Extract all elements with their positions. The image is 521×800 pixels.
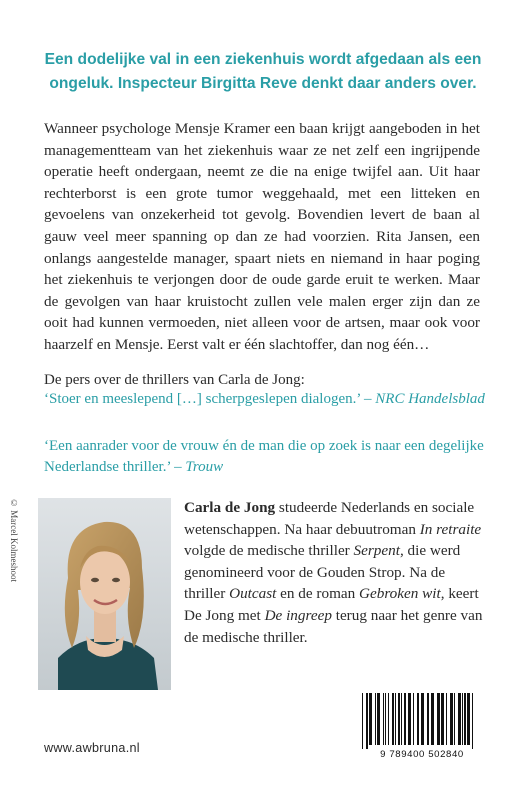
author-photo	[38, 498, 171, 690]
barcode-bar	[404, 693, 406, 745]
author-bio	[184, 497, 484, 648]
barcode-bar	[413, 693, 414, 745]
barcode-bar	[450, 693, 453, 745]
barcode-bar	[366, 693, 368, 749]
barcode-bar	[388, 693, 389, 745]
barcode-bar	[431, 693, 434, 745]
barcode-bar	[446, 693, 447, 745]
bio-book-2: Serpent	[353, 542, 400, 560]
barcode-bar	[392, 693, 394, 745]
press-quote-nrc-source: NRC Handelsblad	[375, 391, 485, 407]
tagline: Een dodelijke val in een ziekenhuis wordt afgedaan als een ongeluk. Inspecteur Birgitta Reve denkt daar anders over.	[44, 51, 482, 92]
barcode-bar	[362, 693, 363, 749]
bio-text-3: , die werd genomineerd voor de Gouden Strop. Na de thriller	[184, 542, 461, 603]
barcode-bar	[398, 693, 400, 745]
barcode-bar	[454, 693, 455, 745]
bio-text-2: volgde de medische thriller	[184, 542, 354, 560]
barcode-bar	[427, 693, 429, 745]
press-quote-nrc-text: ‘Stoer en meeslepend […] scherpgeslepen dialogen.’ –	[44, 391, 376, 407]
author-name: Carla de Jong	[184, 499, 276, 516]
bio-book-5: De ingreep	[264, 606, 332, 624]
bio-text-4: en de roman	[276, 585, 360, 603]
barcode-bar	[401, 693, 402, 745]
barcode-bar	[464, 693, 466, 745]
barcode-bar	[417, 693, 419, 745]
barcode-bar	[437, 693, 440, 745]
barcode-bar	[375, 693, 376, 745]
bio-book-1: In retraite	[419, 520, 482, 538]
barcode-bar	[441, 693, 444, 745]
barcode-bar	[377, 693, 380, 745]
barcode-number: 9 789400 502840	[380, 749, 464, 760]
bio-text-1: studeerde Nederlands en sociale wetenschappen. Na haar debuutroman	[184, 499, 475, 538]
press-quote-nrc	[44, 389, 490, 410]
photo-credit: © Marcel Kolmeshoot	[9, 498, 19, 582]
barcode-bar	[421, 693, 424, 745]
press-quote-trouw-text: ‘Een aanrader voor de vrouw én de man die op zoek is naar een degelijke Nederlandse thriller.’ –	[44, 438, 484, 475]
press-quote-trouw-source: Trouw	[185, 459, 224, 475]
barcode-bar	[383, 693, 384, 745]
bio-text-5: , keert De Jong met	[184, 585, 479, 624]
barcode-bar	[385, 693, 386, 745]
bio-book-3: Outcast	[229, 585, 277, 603]
barcode-bar	[467, 693, 470, 745]
barcode-bar	[458, 693, 461, 745]
publisher-website[interactable]: www.awbruna.nl	[44, 741, 140, 755]
barcode-bar	[369, 693, 372, 745]
barcode-bar	[462, 693, 463, 745]
blurb-text: Wanneer psychologe Mensje Kramer een baan krijgt aangeboden in het managementteam van het ziekenhuis waar ze net zelf een ingrijpende operatie heeft ondergaan, neemt ze die na enige twijfel aan. Uit haar rechterborst is een grote tumor weggehaald, met een litteken en gevoelens van onzekerheid tot gevolg. Bovendien levert de baan al gauw veel meer spanning op dan ze had voorzien. Rita Jansen, een onlangs aangestelde manager, spaart niets en niemand in haar poging het ziekenhuis te verjongen door de oude garde eruit te werken. Maar de gevolgen van haar kruistocht zullen vele malen erger zijn dan ze ooit had kunnen vermoeden, niet alleen voor de artsen, maar ook voor haarzelf en Mensje. Eerst valt er één slachtoffer, dan nog één…	[44, 120, 480, 353]
press-quote-trouw	[44, 436, 490, 478]
author-portrait-illustration	[38, 498, 171, 690]
bio-book-4: Gebroken wit	[359, 585, 441, 603]
press-intro: De pers over de thrillers van Carla de Jong:	[44, 372, 305, 388]
barcode-bar	[472, 693, 473, 749]
barcode-bar	[408, 693, 411, 745]
bio-text-6: terug naar het genre van de medische thriller.	[184, 606, 483, 646]
barcode-bars	[360, 693, 484, 749]
barcode-bar	[395, 693, 396, 745]
